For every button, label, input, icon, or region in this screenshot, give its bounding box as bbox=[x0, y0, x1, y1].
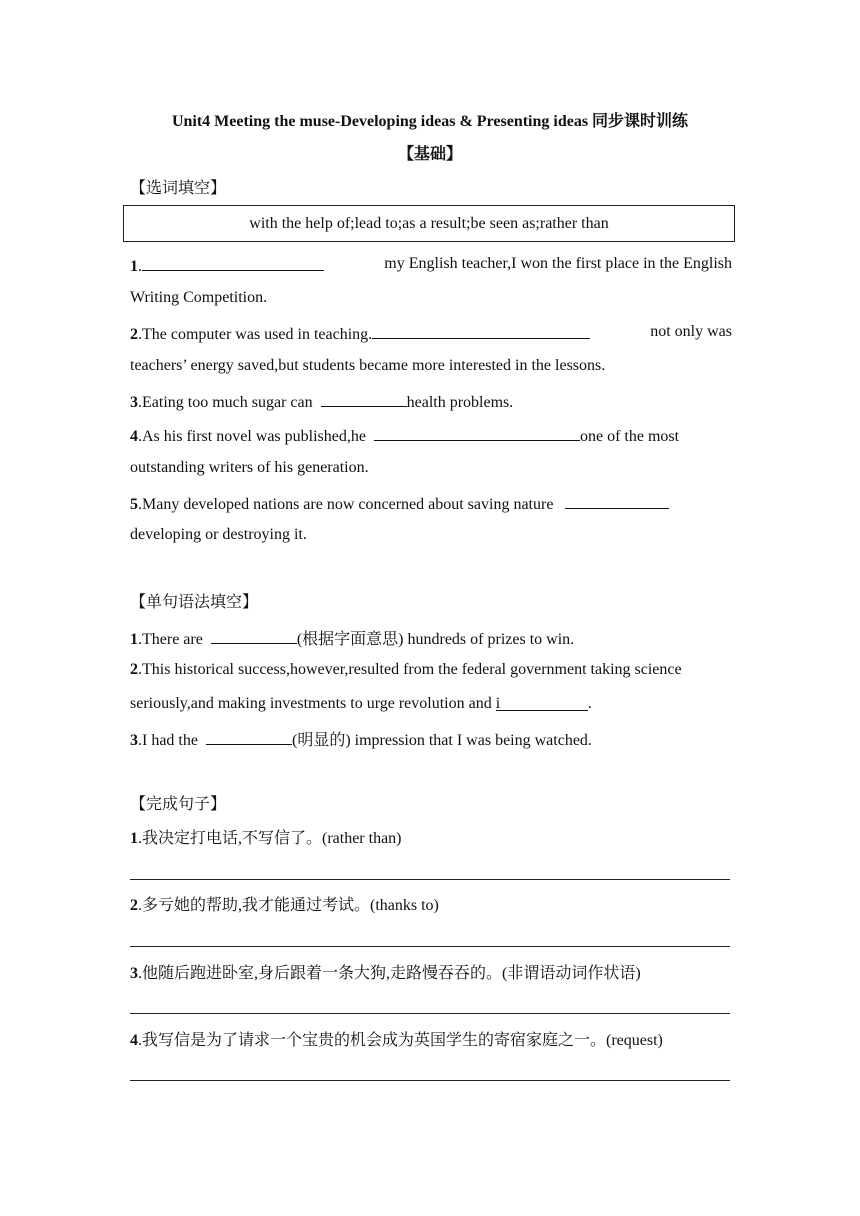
question-continuation: outstanding writers of his generation. bbox=[130, 459, 369, 476]
question-line: 2.This historical success,however,resulted from the federal government taking science bbox=[130, 661, 682, 678]
question-line: 3.I had the (明显的) impression that I was being watched. bbox=[130, 728, 732, 751]
page-title: Unit4 Meeting the muse-Developing ideas & Presenting ideas 同步课时训练 bbox=[171, 113, 689, 130]
answer-blank[interactable] bbox=[372, 322, 590, 339]
question-line: 5.Many developed nations are now concerned about saving nature bbox=[130, 492, 732, 515]
answer-line[interactable] bbox=[130, 1013, 730, 1014]
question-continuation: teachers’ energy saved,but students became more interested in the lessons. bbox=[130, 357, 606, 374]
question-line: 3.他随后跑进卧室,身后跟着一条大狗,走路慢吞吞的。(非谓语动词作状语) bbox=[130, 965, 641, 982]
section-heading-complete-sentences: 【完成句子】 bbox=[130, 796, 227, 813]
answer-blank[interactable] bbox=[206, 728, 292, 745]
section-heading-vocab-fill: 【选词填空】 bbox=[130, 180, 227, 197]
answer-line[interactable] bbox=[130, 879, 730, 880]
question-line: 1.我决定打电话,不写信了。(rather than) bbox=[130, 830, 402, 847]
question-continuation: seriously,and making investments to urge revolution and i . bbox=[130, 695, 592, 712]
answer-blank[interactable] bbox=[565, 492, 669, 509]
question-line: 1. my English teacher,I won the first place in the English bbox=[130, 255, 732, 275]
answer-line[interactable] bbox=[130, 1080, 730, 1081]
answer-blank[interactable] bbox=[321, 390, 407, 407]
answer-blank[interactable]: i bbox=[496, 694, 588, 711]
question-line: 4.As his first novel was published,he one of the most bbox=[130, 424, 732, 447]
question-line: 1.There are (根据字面意思) hundreds of prizes to win. bbox=[130, 627, 732, 650]
answer-line[interactable] bbox=[130, 946, 730, 947]
answer-blank[interactable] bbox=[374, 424, 580, 441]
question-line: 2.The computer was used in teaching. not only was bbox=[130, 323, 732, 343]
answer-blank[interactable] bbox=[142, 254, 324, 271]
answer-blank[interactable] bbox=[211, 627, 297, 644]
question-line: 4.我写信是为了请求一个宝贵的机会成为英国学生的寄宿家庭之一。(request) bbox=[130, 1032, 663, 1049]
question-line: 2.多亏她的帮助,我才能通过考试。(thanks to) bbox=[130, 897, 439, 914]
question-line: 3.Eating too much sugar can health problems. bbox=[130, 390, 732, 413]
question-continuation: developing or destroying it. bbox=[130, 526, 307, 543]
question-continuation: Writing Competition. bbox=[130, 289, 268, 306]
section-heading-grammar-fill: 【单句语法填空】 bbox=[130, 594, 259, 611]
level-heading: 【基础】 bbox=[397, 146, 462, 163]
word-bank-box: with the help of;lead to;as a result;be seen as;rather than bbox=[123, 205, 735, 242]
